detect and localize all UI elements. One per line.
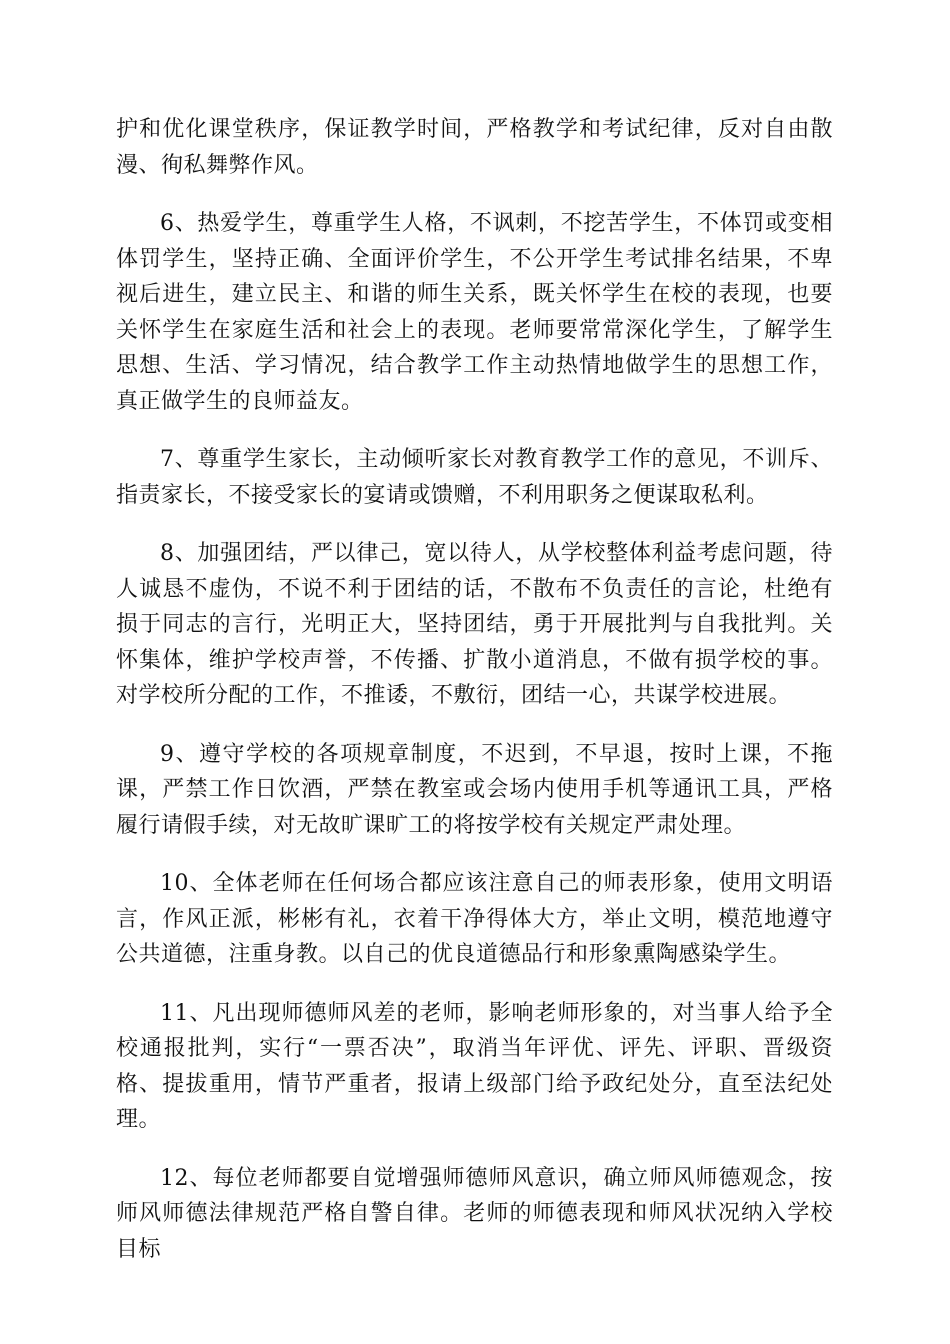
paragraph-continuation: 护和优化课堂秩序，保证教学时间，严格教学和考试纪律，反对自由散漫、徇私舞弊作风。 [116,117,833,178]
paragraph-item-12: 12、每位老师都要自觉增强师德师风意识，确立师风师德观念，按师风师德法律规范严格自警自律。老师的师德表现和师风状况纳入学校目标 [116,1165,833,1262]
paragraph-item-6: 6、热爱学生，尊重学生人格，不讽刺，不挖苦学生，不体罚或变相体罚学生，坚持正确、全面评价学生，不公开学生考试排名结果，不卑视后进生，建立民主、和谐的师生关系，既关怀学生在校的表现，也要关怀学生在家庭生活和社会上的表现。老师要常常深化学生，了解学生思想、生活、学习情况，结合教学工作主动热情地做学生的思想工作，真正做学生的良师益友。 [116,211,833,414]
document-body [116,112,833,1290]
paragraph-item-10: 10、全体老师在任何场合都应该注意自己的师表形象，使用文明语言，作风正派，彬彬有礼，衣着干净得体大方，举止文明，模范地遵守公共道德，注重身教。以自己的优良道德品行和形象熏陶感染学生。 [116,871,833,967]
paragraph-item-11: 11、凡出现师德师风差的老师，影响老师形象的，对当事人给予全校通报批判，实行“一票否决”，取消当年评优、评先、评职、晋级资格、提拔重用，情节严重者，报请上级部门给予政纪处分，直至法纪处理。 [116,1000,833,1132]
paragraph-item-9: 9、遵守学校的各项规章制度，不迟到，不早退，按时上课，不拖课，严禁工作日饮酒，严禁在教室或会场内使用手机等通讯工具，严格履行请假手续，对无故旷课旷工的将按学校有关规定严肃处理。 [116,741,833,838]
paragraph-item-7: 7、尊重学生家长，主动倾听家长对教育教学工作的意见，不训斥、指责家长，不接受家长的宴请或馈赠，不利用职务之便谋取私利。 [116,447,833,508]
paragraph-item-8: 8、加强团结，严以律己，宽以待人，从学校整体利益考虑问题，待人诚恳不虚伪，不说不利于团结的话，不散布不负责任的言论，杜绝有损于同志的言行，光明正大，坚持团结，勇于开展批判与自我批判。关怀集体，维护学校声誉，不传播、扩散小道消息，不做有损学校的事。对学校所分配的工作，不推诿，不敷衍，团结一心，共谋学校进展。 [116,541,833,708]
